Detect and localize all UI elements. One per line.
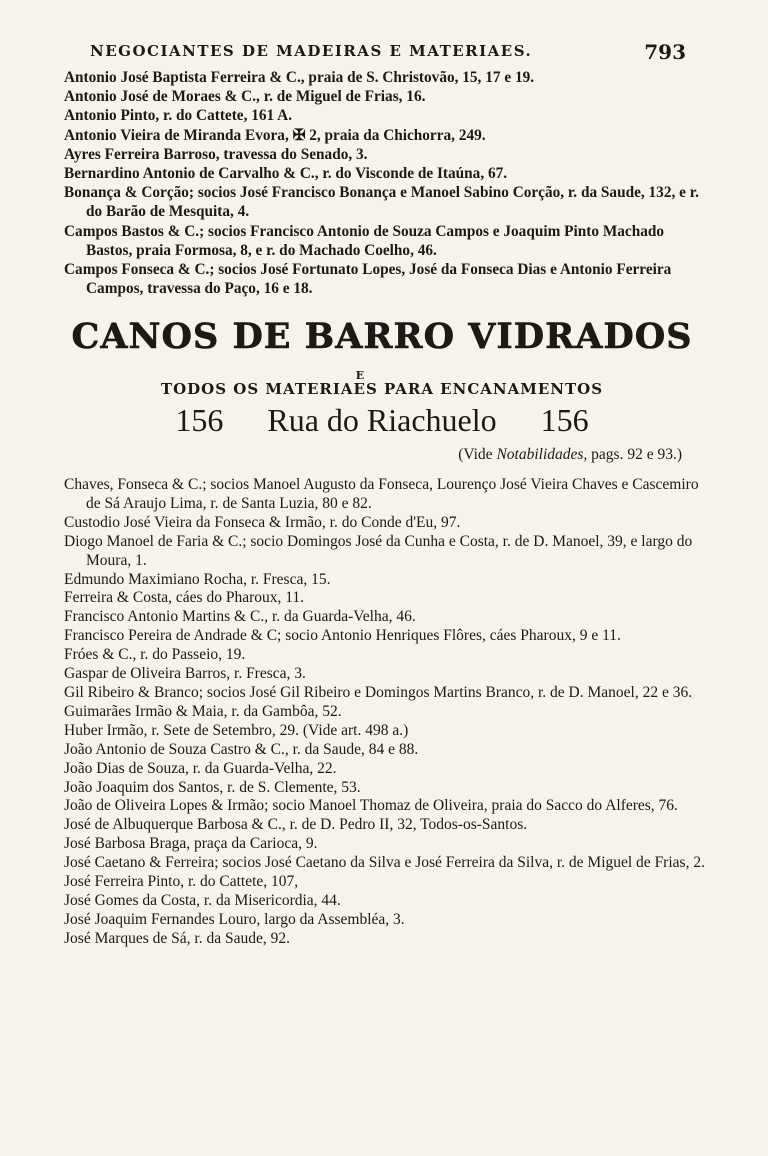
advertisement-subtitle: TODOS OS MATERIAES PARA ENCANAMENTOS (160, 380, 604, 398)
advertisement-title: CANOS DE BARRO VIDRADOS (71, 316, 693, 357)
list-item: Ayres Ferreira Barroso, travessa do Senado, 3. (64, 145, 368, 163)
entries-list-after-ad (64, 476, 714, 949)
list-item: Huber Irmão, r. Sete de Setembro, 29. (Vide art. 498 a.) (64, 721, 409, 739)
list-item: José Barbosa Braga, praça da Carioca, 9. (64, 835, 318, 853)
address-number-right: 156 (540, 402, 589, 438)
advertisement-conjunction: E (355, 369, 365, 382)
list-item: José de Albuquerque Barbosa & C., r. de D. Pedro II, 32, Todos-os-Santos. (64, 816, 528, 834)
list-item: João Dias de Souza, r. da Guarda-Velha, 22. (64, 759, 337, 777)
advertisement-address (62, 402, 702, 439)
list-item: José Marques de Sá, r. da Saude, 92. (64, 929, 290, 947)
list-item: Bonança & Corção; socios José Francisco Bonança e Manoel Sabino Corção, r. da Saude, 132, e r. do Barão de Mesquita, 4. (64, 184, 699, 221)
note-suffix: pags. 92 e 93.) (591, 446, 682, 463)
list-item: José Caetano & Ferreira; socios José Caetano da Silva e José Ferreira da Silva, r. de Miguel de Frias, 2. (64, 854, 705, 872)
list-item: José Ferreira Pinto, r. do Cattete, 107, (64, 873, 299, 891)
page-number: 793 (644, 40, 686, 64)
list-item: Gaspar de Oliveira Barros, r. Fresca, 3. (64, 665, 306, 683)
list-item: Diogo Manoel de Faria & C.; socio Domingos José da Cunha e Costa, r. de D. Manoel, 39, e largo do Moura, 1. (64, 532, 693, 569)
list-item: Campos Fonseca & C.; socios José Fortunato Lopes, José da Fonseca Dias e Antonio Ferreira Campos, travessa do Paço, 16 e 18. (64, 261, 672, 298)
list-item: Francisco Antonio Martins & C., r. da Guarda-Velha, 46. (64, 608, 416, 626)
list-item: José Gomes da Costa, r. da Misericordia, 44. (64, 891, 341, 909)
list-item: João Antonio de Souza Castro & C., r. da Saude, 84 e 88. (64, 740, 419, 758)
note-italic: Notabilidades, (496, 446, 588, 463)
list-item: Antonio José de Moraes & C., r. de Miguel de Frias, 16. (64, 88, 426, 106)
list-item: Edmundo Maximiano Rocha, r. Fresca, 15. (64, 570, 331, 588)
list-item: Guimarães Irmão & Maia, r. da Gambôa, 52. (64, 702, 342, 720)
list-item: João de Oliveira Lopes & Irmão; socio Manoel Thomaz de Oliveira, praia do Sacco do Alferes, 76. (64, 797, 678, 815)
list-item: Francisco Pereira de Andrade & C; socio Antonio Henriques Flôres, cáes Pharoux, 9 e 11. (64, 627, 621, 645)
entries-list-before-ad (64, 68, 714, 298)
list-item: João Joaquim dos Santos, r. de S. Clemente, 53. (64, 778, 361, 796)
advertisement-note (458, 446, 682, 464)
list-item: Bernardino Antonio de Carvalho & C., r. do Visconde de Itaúna, 67. (64, 165, 508, 183)
list-item: Antonio Vieira de Miranda Evora, ✠ 2, praia da Chichorra, 249. (64, 126, 486, 144)
list-item: Antonio Pinto, r. do Cattete, 161 A. (64, 107, 293, 125)
list-item: Campos Bastos & C.; socios Francisco Antonio de Souza Campos e Joaquim Pinto Machado Bastos, praia Formosa, 8, e r. do Machado Coelho, 46. (64, 222, 665, 259)
list-item: Gil Ribeiro & Branco; socios José Gil Ribeiro e Domingos Martins Branco, r. de D. Manoel, 22 e 36. (64, 683, 693, 701)
address-number-left: 156 (175, 402, 224, 438)
note-prefix: (Vide (458, 446, 493, 463)
list-item: Custodio José Vieira da Fonseca & Irmão, r. do Conde d'Eu, 97. (64, 513, 461, 531)
list-item: Chaves, Fonseca & C.; socios Manoel Augusto da Fonseca, Lourenço José Vieira Chaves e Cascemiro de Sá Araujo Lima, r. de Santa Luzia, 80 e 82. (64, 476, 699, 512)
list-item: José Joaquim Fernandes Louro, largo da Assembléa, 3. (64, 910, 405, 928)
list-item: Ferreira & Costa, cáes do Pharoux, 11. (64, 589, 305, 607)
running-head: NEGOCIANTES DE MADEIRAS E MATERIAES. (90, 42, 533, 60)
address-street: Rua do Riachuelo (267, 402, 497, 438)
list-item: Antonio José Baptista Ferreira & C., praia de S. Christovão, 15, 17 e 19. (64, 69, 535, 86)
list-item: Fróes & C., r. do Passeio, 19. (64, 646, 246, 664)
